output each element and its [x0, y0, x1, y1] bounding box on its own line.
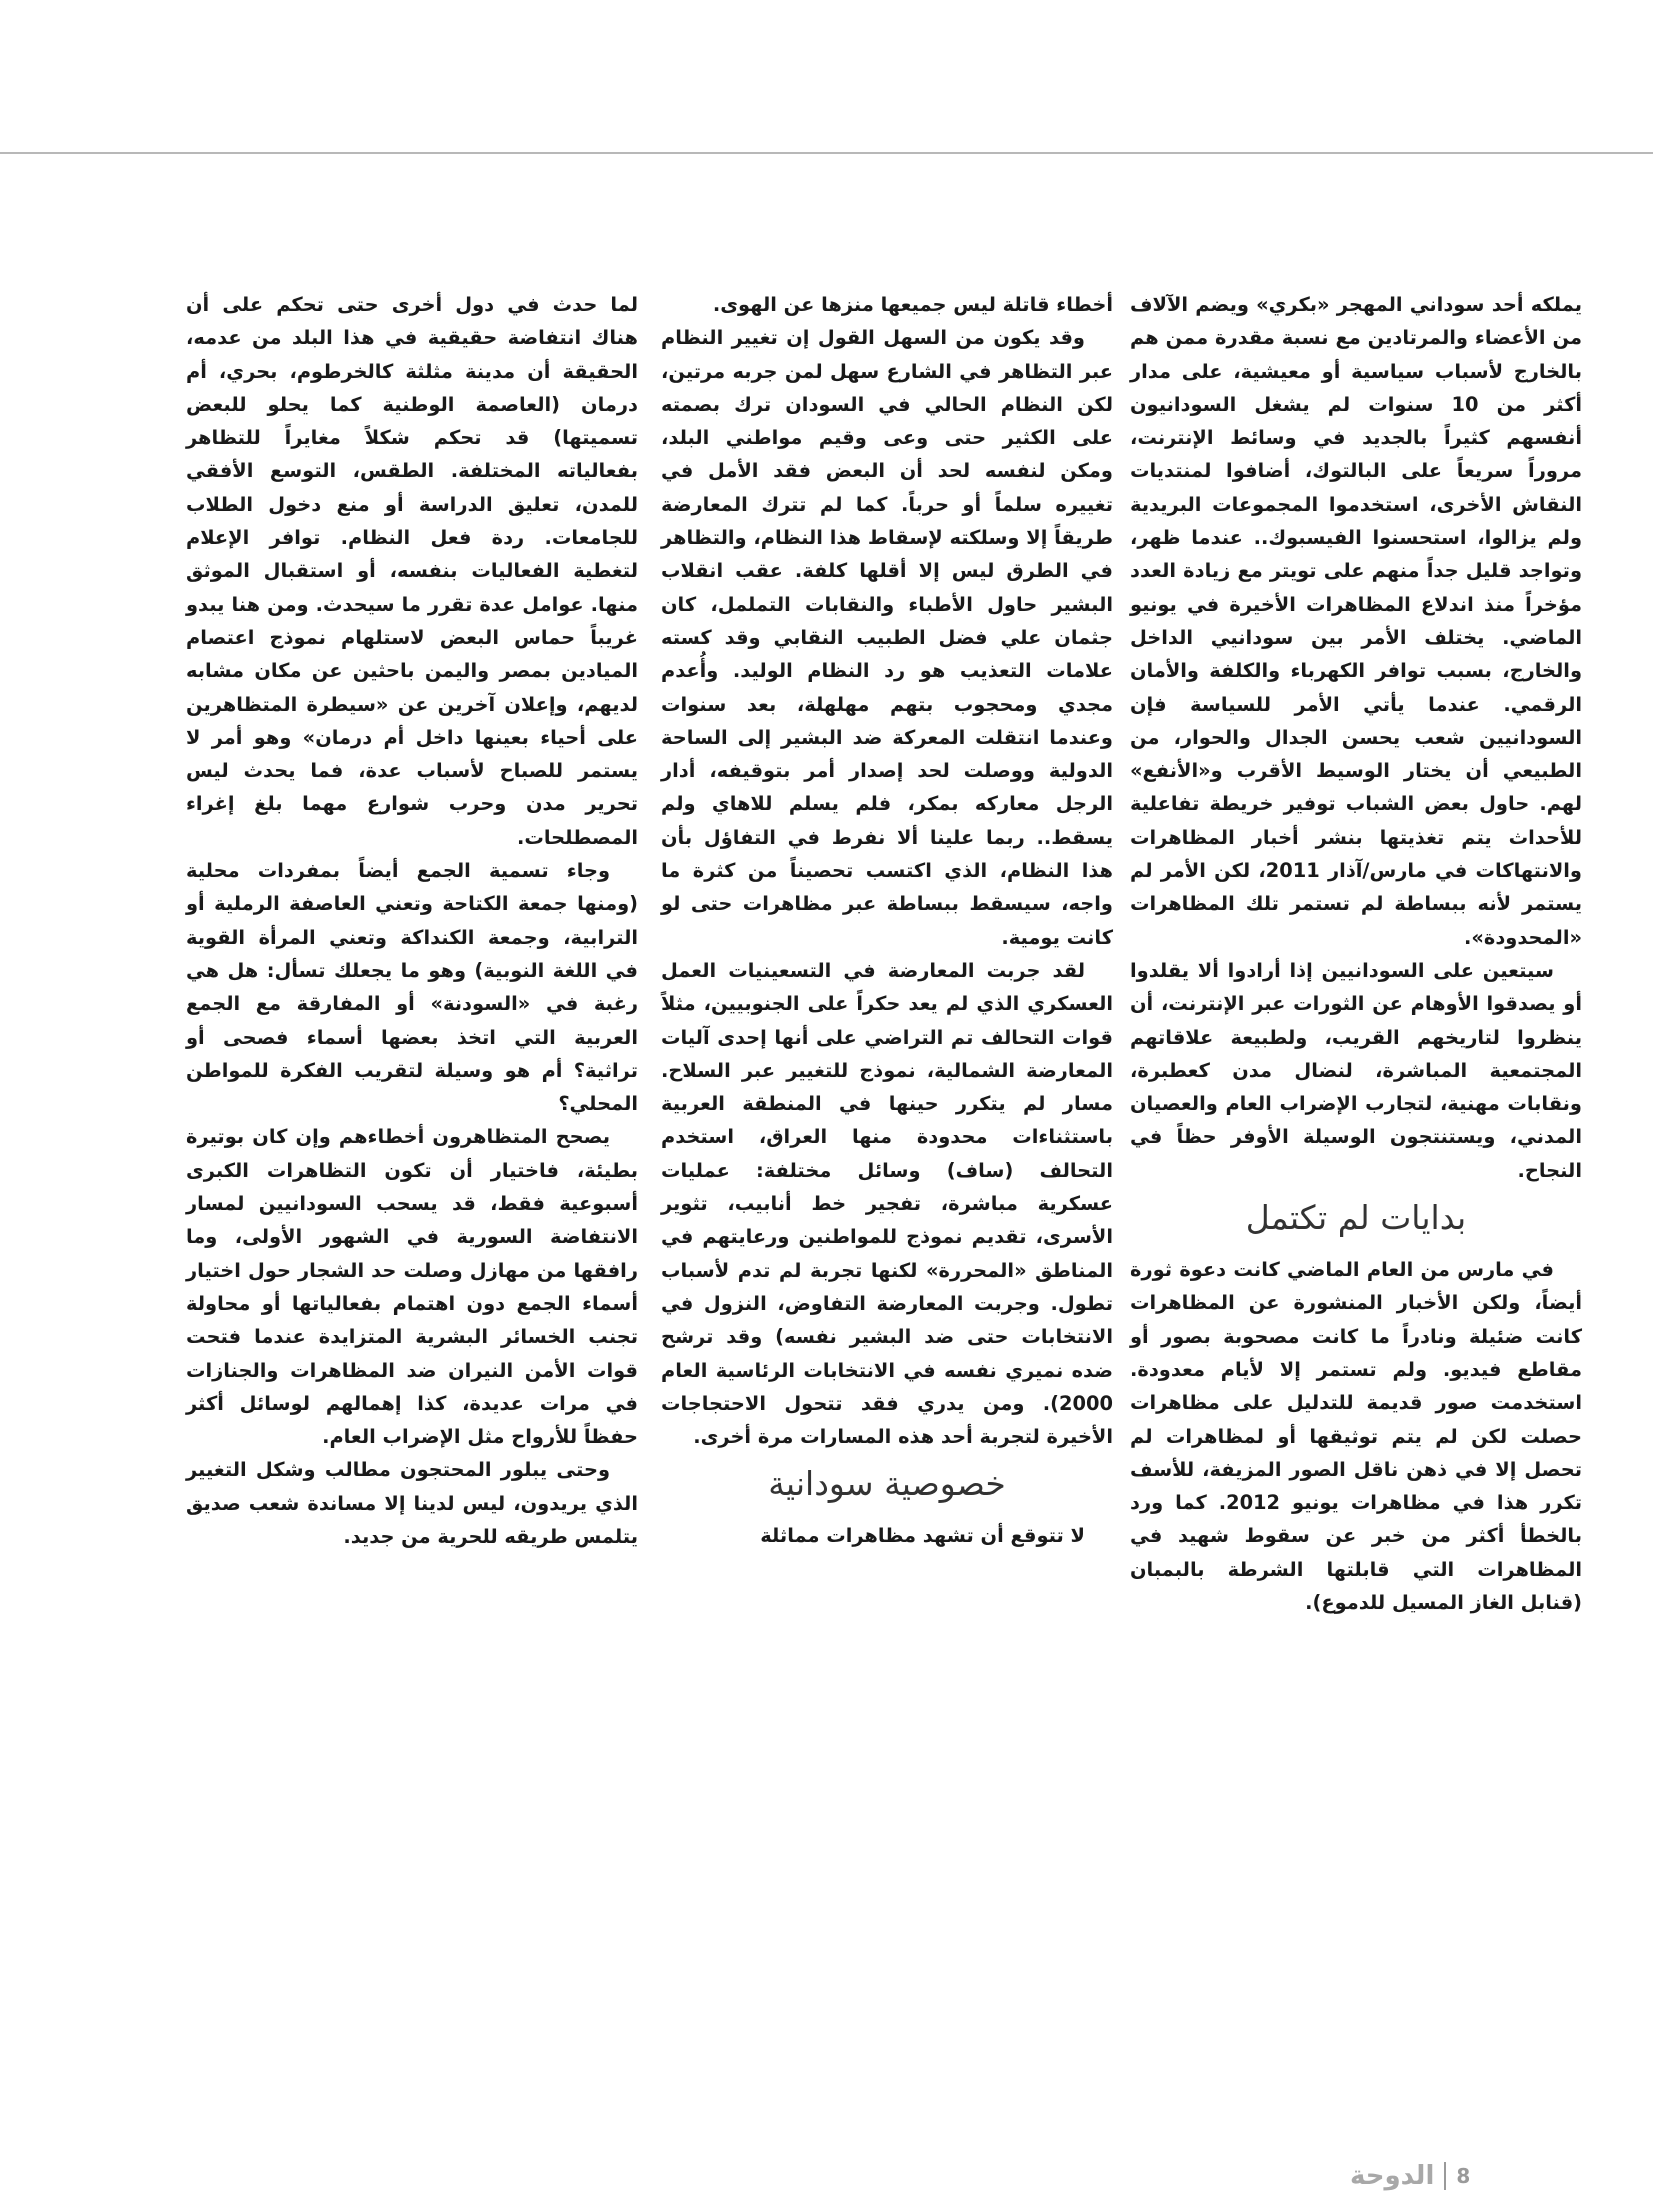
paragraph: أخطاء قاتلة ليس جميعها منزها عن الهوى.	[712, 293, 1113, 316]
paragraph: وجاء تسمية الجمع أيضاً بمفردات محلية (ومنها جمعة الكتاحة وتعني العاصفة الرملية أو الترابية، وجمعة الكنداكة وتعني المرأة القوية في اللغة النوبية) وهو ما يجعلك تسأل: هل هي رغبة في «السودنة» أو المفارقة مع الجمع العربية التي اتخذ بعضها أسماء فصحى أو تراثية؟ أم هو وسيلة لتقريب الفكرة للمواطن المحلي؟	[186, 859, 638, 1116]
footer-divider	[1444, 2162, 1446, 2190]
header-rule	[0, 152, 1653, 154]
section-heading: خصوصية سودانية	[768, 1464, 1006, 1504]
paragraph: وحتى يبلور المحتجون مطالب وشكل التغيير الذي يريدون، ليس لدينا إلا مساندة شعب صديق يتلمس طريقه للحرية من جديد.	[186, 1458, 638, 1548]
paragraph: لقد جربت المعارضة في التسعينيات العمل العسكري الذي لم يعد حكراً على الجنوبيين، مثلاً قوات التحالف تم التراضي على أنها إحدى آليات المعارضة الشمالية، نموذج للتغيير عبر السلاح. مسار لم يتكرر حينها في المنطقة العربية باستثناءات محدودة منها العراق، استخدم التحالف (ساف) وسائل مختلفة: عمليات عسكرية مباشرة، تفجير خط أنابيب، تثوير الأسرى، تقديم نموذج للمواطنين ورعايتهم في المناطق «المحررة» لكنها تجربة لم تدم لأسباب تطول. وجربت المعارضة التفاوض، النزول في الانتخابات حتى ضد البشير نفسه) وقد ترشح ضده نميري نفسه في الانتخابات الرئاسية العام 2000). ومن يدري فقد تتحول الاحتجاجات الأخيرة لتجربة أحد هذه المسارات مرة أخرى.	[661, 958, 1113, 1449]
article-column-middle	[661, 288, 1113, 1553]
section-heading: بدايات لم تكتمل	[1245, 1198, 1467, 1238]
magazine-logo: الدوحة	[1350, 2161, 1435, 2191]
paragraph: يملكه أحد سوداني المهجر «بكري» ويضم الآلاف من الأعضاء والمرتادين مع نسبة مقدرة ممن هم بالخارج لأسباب سياسية أو معيشية، على مدار أكثر من 10 سنوات لم يشغل السودانيون أنفسهم كثيراً بالجديد في وسائط الإنترنت، مروراً سريعاً على البالتوك، أضافوا لمنتديات النقاش الأخرى، استخدموا المجموعات البريدية ولم يزالوا، استحسنوا الفيسبوك.. عندما ظهر، وتواجد قليل جداً منهم على تويتر مع زيادة العدد مؤخراً منذ اندلاع المظاهرات الأخيرة في يونيو الماضي. يختلف الأمر بين سودانيي الداخل والخارج، بسبب توافر الكهرباء والكلفة والأمان الرقمي. عندما يأتي الأمر للسياسة فإن السودانيين شعب يحسن الجدال والحوار، من الطبيعي أن يختار الوسيط الأقرب و«الأنفع» لهم. حاول بعض الشباب توفير خريطة تفاعلية للأحداث يتم تغذيتها بنشر أخبار المظاهرات والانتهاكات في مارس/آذار 2011، لكن الأمر لم يستمر لأنه ببساطة لم تستمر تلك المظاهرات «المحدودة».	[1130, 293, 1582, 949]
paragraph: يصحح المتظاهرون أخطاءهم وإن كان بوتيرة بطيئة، فاختيار أن تكون التظاهرات الكبرى أسبوعية فقط، قد يسحب السودانيين لمسار الانتفاضة السورية في الشهور الأولى، وما رافقها من مهازل وصلت حد الشجار حول اختيار أسماء الجمع دون اهتمام بفعالياتها أو محاولة تجنب الخسائر البشرية المتزايدة عندما فتحت قوات الأمن النيران ضد المظاهرات والجنازات في مرات عديدة، كذا إهمالهم لوسائل أكثر حفظاً للأرواح مثل الإضراب العام.	[186, 1125, 638, 1449]
paragraph: لما حدث في دول أخرى حتى تحكم على أن هناك انتفاضة حقيقية في هذا البلد من عدمه، الحقيقة أن مدينة مثلثة كالخرطوم، بحري، أم درمان (العاصمة الوطنية كما يحلو للبعض تسميتها) قد تحكم شكلاً مغايراً للتظاهر بفعالياته المختلفة. الطقس، التوسع الأفقي للمدن، تعليق الدراسة أو منع دخول الطلاب للجامعات. ردة فعل النظام. توافر الإعلام لتغطية الفعاليات بنفسه، أو استقبال الموثق منها. عوامل عدة تقرر ما سيحدث. ومن هنا يبدو غريباً حماس البعض لاستلهام نموذج اعتصام الميادين بمصر واليمن باحثين عن مكان مشابه لديهم، وإعلان آخرين عن «سيطرة المتظاهرين على أحياء بعينها داخل أم درمان» وهو أمر لا يستمر للصباح لأسباب عدة، فما يحدث ليس تحرير مدن وحرب شوارع مهما بلغ إغراء المصطلحات.	[186, 293, 638, 849]
article-column-left	[186, 288, 638, 1553]
article-column-right	[1130, 288, 1582, 1619]
paragraph: في مارس من العام الماضي كانت دعوة ثورة أيضاً، ولكن الأخبار المنشورة عن المظاهرات كانت ضئيلة ونادراً ما كانت مصحوبة بصور أو مقاطع فيديو. ولم تستمر إلا لأيام معدودة. استخدمت صور قديمة للتدليل على مظاهرات حصلت لكن لم يتم توثيقها أو لمظاهرات لم تحصل إلا في ذهن ناقل الصور المزيفة، للأسف تكرر هذا في مظاهرات يونيو 2012. كما ورد بالخطأ أكثر من خبر عن سقوط شهيد في المظاهرات التي قابلتها الشرطة بالبمبان (قنابل الغاز المسيل للدموع).	[1130, 1258, 1583, 1614]
paragraph: وقد يكون من السهل القول إن تغيير النظام عبر التظاهر في الشارع سهل لمن جربه مرتين، لكن النظام الحالي في السودان ترك بصمته على الكثير حتى وعى وقيم مواطني البلد، ومكن لنفسه لحد أن البعض فقد الأمل في تغييره سلماً أو حرباً. كما لم تترك المعارضة طريقاً إلا وسلكته لإسقاط هذا النظام، والتظاهر في الطرق ليس إلا أقلها كلفة. عقب انقلاب البشير حاول الأطباء والنقابات التململ، كان جثمان علي فضل الطبيب النقابي وقد كسته علامات التعذيب هو رد النظام الوليد. وأُعدم مجدي ومحجوب بتهم مهلهلة، بعد سنوات وعندما انتقلت المعركة ضد البشير إلى الساحة الدولية ووصلت لحد إصدار أمر بتوقيفه، أدار الرجل معاركه بمكر، فلم يسلم للاهاي ولم يسقط.. ربما علينا ألا نفرط في التفاؤل بأن هذا النظام، الذي اكتسب تحصيناً من كثرة ما واجه، سيسقط ببساطة عبر مظاهرات حتى لو كانت يومية.	[661, 326, 1113, 949]
paragraph: لا تتوقع أن تشهد مظاهرات مماثلة	[760, 1524, 1085, 1548]
page-footer	[1350, 2156, 1520, 2196]
paragraph: سيتعين على السودانيين إذا أرادوا ألا يقلدوا أو يصدقوا الأوهام عن الثورات عبر الإنترنت، أن ينظروا لتاريخهم القريب، ولطبيعة علاقاتهم المجتمعية المباشرة، لنضال مدن كعطبرة، ونقابات مهنية، لتجارب الإضراب العام والعصيان المدني، ويستنتجون الوسيلة الأوفر حظاً في النجاح.	[1130, 958, 1582, 1182]
page-number: 8	[1456, 2164, 1471, 2188]
